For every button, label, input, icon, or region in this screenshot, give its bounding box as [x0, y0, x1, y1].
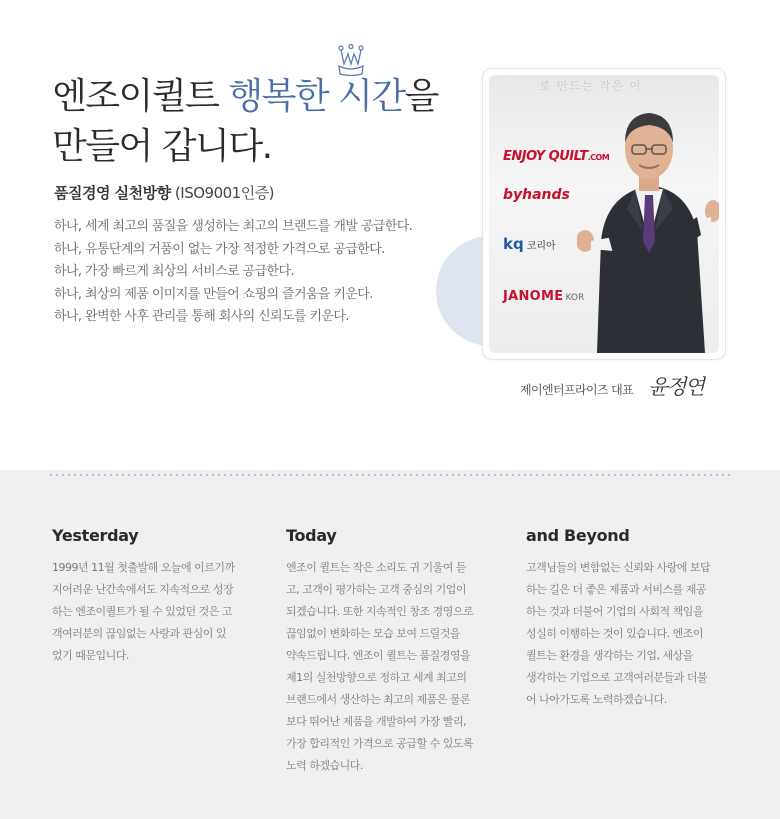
column-title: Today [286, 526, 337, 545]
brand-byhands: byhands [503, 187, 570, 203]
column-yesterday [52, 526, 268, 667]
ceo-photo-frame [482, 68, 726, 360]
text-line: 객여러분의 끊임없는 사랑과 관심이 있 [52, 627, 227, 640]
text-line: 하는 것과 더불어 기업의 사회적 책임을 [526, 605, 703, 618]
quality-title [54, 182, 274, 203]
list-item: 하나, 완벽한 사후 관리를 통해 회사의 신뢰도를 키운다. [54, 309, 349, 324]
brand-kq-mark: kq [503, 235, 524, 253]
brand-enjoyquilt-main: ENJOY QUILT [503, 149, 588, 164]
text-line: 브랜드에서 생산하는 최고의 제품은 물론 [286, 693, 471, 706]
wall-text: 로 만드는 작은 이 [539, 79, 642, 93]
text-line: 생각하는 기업으로 고객여러분들과 더불 [526, 671, 708, 684]
text-line: 노력 하겠습니다. [286, 759, 363, 772]
text-line: 퀼트는 환경을 생각하는 기업, 세상을 [526, 649, 693, 662]
ceo-person-illustration [577, 91, 719, 353]
text-line: 엔조이 퀼트는 작은 소리도 귀 기울여 듣 [286, 561, 466, 574]
quality-list [54, 216, 412, 329]
headline-line2: 만들어 갑니다. [52, 126, 272, 167]
ceo-title: 제이엔터프라이즈 대표 [520, 383, 634, 397]
text-line: 고, 고객이 평가하는 고객 중심의 기업이 [286, 583, 466, 596]
list-item: 하나, 세계 최고의 품질을 생성하는 최고의 브랜드를 개발 공급한다. [54, 219, 413, 234]
quality-title-main: 품질경영 실천방향 [54, 184, 171, 202]
column-beyond [526, 526, 742, 711]
headline [52, 72, 472, 172]
brand-janome-main: JANOME [503, 289, 564, 304]
brand-enjoyquilt-suffix: .COM [587, 153, 610, 162]
headline-part: 을 [404, 76, 438, 117]
ceo-photo [489, 75, 719, 353]
text-line: 고객님들의 변함없는 신뢰와 사랑에 보답 [526, 561, 711, 574]
column-title: and Beyond [526, 526, 630, 545]
quality-title-cert: (ISO9001인증) [170, 184, 275, 202]
list-item: 하나, 최상의 제품 이미지를 만들어 쇼핑의 즐거움을 키운다. [54, 286, 373, 302]
text-line: 약속드립니다. 엔조이 퀼트는 품질경영을 [286, 649, 471, 662]
text-line: 1999년 11월 첫출발해 오늘에 이르기까 [52, 561, 235, 574]
text-line: 었기 때문입니다. [52, 649, 129, 662]
text-line: 보다 뛰어난 제품을 개발하여 가장 빨리, [286, 715, 466, 728]
text-line: 어 나아가도록 노력하겠습니다. [526, 693, 667, 706]
text-line: 끊임없이 변화하는 모습 보여 드릴것을 [286, 627, 461, 640]
text-line: 지어려운 난간속에서도 지속적으로 성장 [52, 583, 234, 596]
ceo-signature: 윤정연 [648, 375, 703, 399]
text-line: 하는 길은 더 좋은 제품과 서비스를 제공 [526, 583, 706, 596]
list-item: 하나, 가장 빠르게 최상의 서비스로 공급한다. [54, 264, 294, 279]
text-line: 되겠습니다. 또한 지속적인 창조 경영으로 [286, 605, 474, 618]
column-text [52, 557, 268, 667]
brand-kq-text: 코리아 [526, 241, 556, 252]
brand-kq [503, 235, 556, 253]
column-title: Yesterday [52, 526, 139, 545]
column-today [286, 526, 502, 777]
column-text [526, 557, 742, 711]
headline-part: 엔조이퀼트 [52, 76, 229, 117]
text-line: 가장 합리적인 가격으로 공급할 수 있도록 [286, 737, 474, 750]
text-line: 성실히 이행하는 것이 있습니다. 엔조이 [526, 627, 703, 640]
column-text [286, 557, 502, 777]
text-line: 하는 엔조이퀼트가 될 수 있었던 것은 고 [52, 605, 232, 618]
text-line: 제1의 실천방향으로 정하고 세계 최고의 [286, 671, 467, 684]
brand-janome-suffix: KOR [565, 293, 585, 303]
brand-janome [503, 289, 584, 304]
dotted-divider [50, 470, 730, 480]
list-item: 하나, 유통단계의 거품이 없는 가장 적정한 가격으로 공급한다. [54, 241, 385, 257]
history-section [0, 470, 780, 819]
headline-highlight: 행복한 시간 [228, 76, 405, 117]
